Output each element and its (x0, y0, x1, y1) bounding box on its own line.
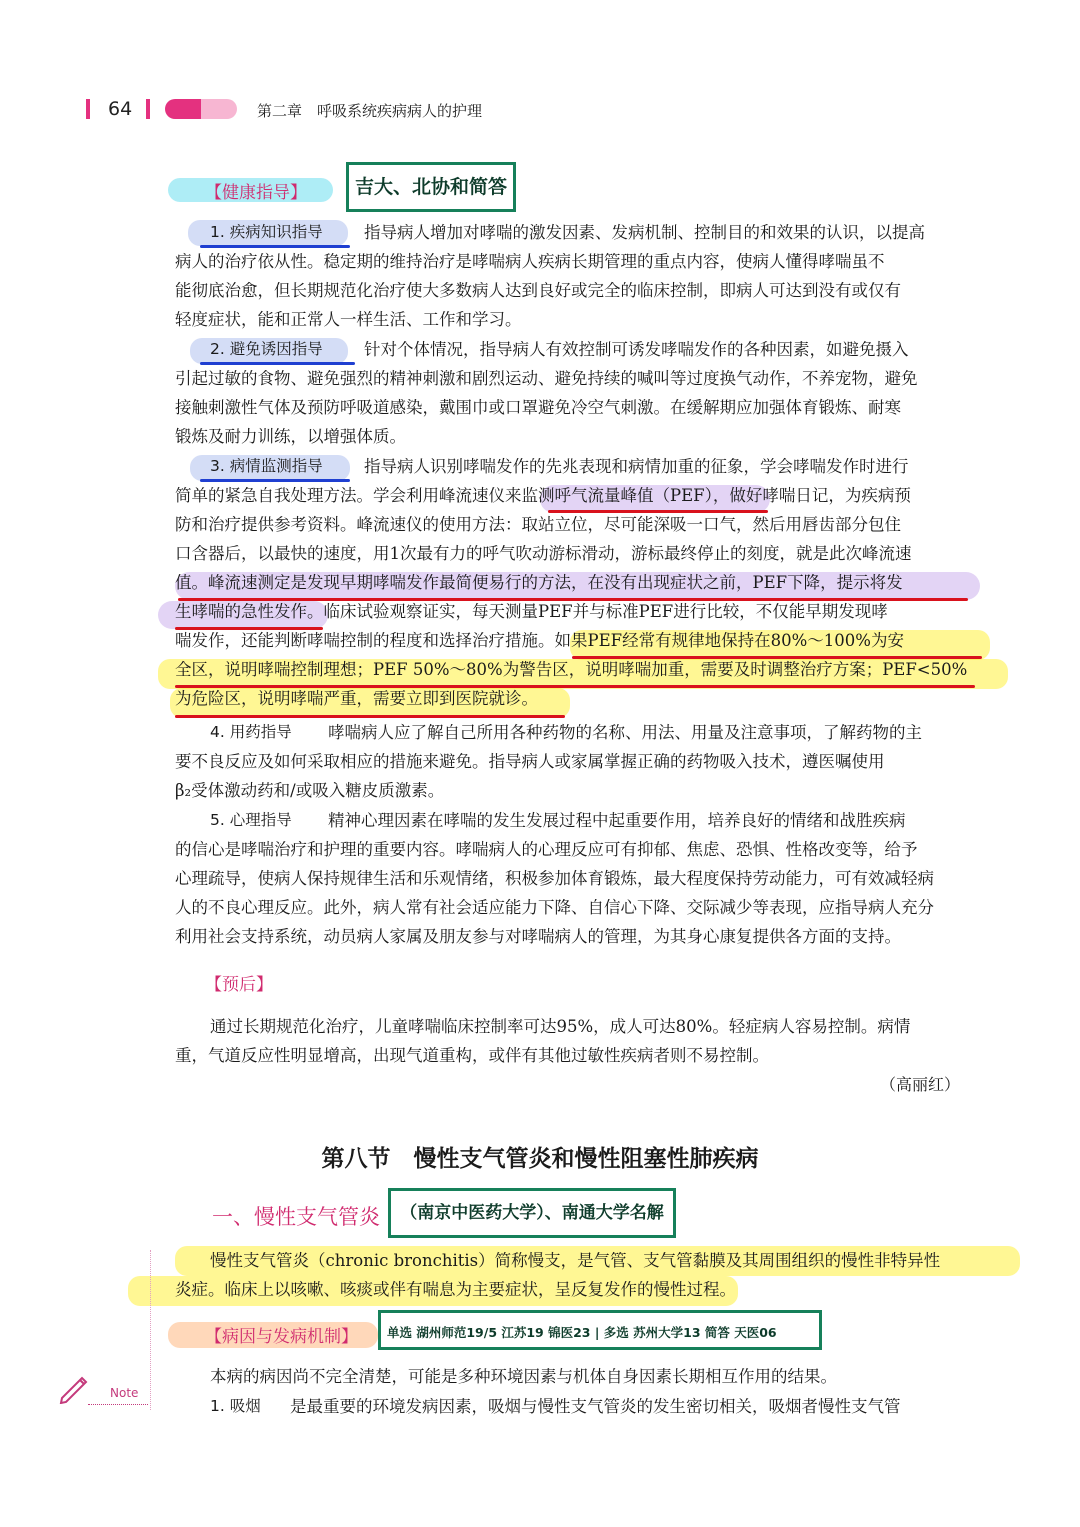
item4-label: 4. 用药指导 (210, 723, 292, 741)
item2-label: 2. 避免诱因指导 (210, 340, 323, 358)
item5-line1: 精神心理因素在哮喘的发生发展过程中起重要作用，培养良好的情绪和战胜疾病 (328, 811, 906, 830)
section-title: 第八节 慢性支气管炎和慢性阻塞性肺疾病 (321, 1146, 759, 1172)
pencil-icon (58, 1370, 92, 1404)
note-label: Note (110, 1386, 139, 1400)
item4-line2: 要不良反应及如何采取相应的措施来避免。指导病人或家属掌握正确的药物吸入技术，遵医嘱使用 (175, 752, 885, 771)
definition-line2: 炎症。临床上以咳嗽、咳痰或伴有喘息为主要症状，呈反复发作的慢性过程。 (175, 1280, 736, 1299)
handwritten-note-box-2: （南京中医药大学）、南通大学名解 (388, 1188, 676, 1238)
item1-line1: 指导病人增加对哮喘的激发因素、发病机制、控制目的和效果的认识，以提高 (364, 223, 925, 242)
author-signature: （高丽红） (879, 1075, 960, 1094)
item1-line2: 病人的治疗依从性。稳定期的维持治疗是哮喘病人疾病长期管理的重点内容，使病人懂得哮喘虽不 (175, 252, 885, 271)
etiology-heading: 【病因与发病机制】 (205, 1327, 358, 1347)
item3-line9: 为危险区，说明哮喘严重，需要立即到医院就诊。 (175, 689, 538, 708)
item1-line4: 轻度症状，能和正常人一样生活、工作和学习。 (175, 310, 522, 329)
health-guidance-heading: 【健康指导】 (205, 183, 307, 203)
smoking-label: 1. 吸烟 (210, 1397, 261, 1415)
item2-line1: 针对个体情况，指导病人有效控制可诱发哮喘发作的各种因素，如避免摄入 (364, 340, 909, 359)
item3-line2: 简单的紧急自我处理方法。学会利用峰流速仪来监测呼气流量峰值（PEF），做好哮喘日记，为疾病预 (175, 486, 911, 505)
subsection-title: 一、慢性支气管炎 (212, 1205, 380, 1229)
item2-line4: 锻炼及耐力训练，以增强体质。 (175, 427, 406, 446)
item4-line3: β₂受体激动药和/或吸入糖皮质激素。 (175, 781, 445, 800)
note-dotted-line (88, 1404, 148, 1405)
item5-line2: 的信心是哮喘治疗和护理的重要内容。哮喘病人的心理反应可有抑郁、焦虑、恐惧、性格改变等，给予 (175, 840, 918, 859)
smoking-text: 是最重要的环境发病因素，吸烟与慢性支气管炎的发生密切相关，吸烟者慢性支气管 (290, 1397, 901, 1416)
item5-line4: 人的不良心理反应。此外，病人常有社会适应能力下降、自信心下降、交际减少等表现，应指导病人充分 (175, 898, 934, 917)
prognosis-heading: 【预后】 (205, 975, 273, 995)
handwritten-note-box-3: 单选 湖州师范19/5 江苏19 锦医23 | 多选 苏州大学13 简答 天医06 (378, 1310, 822, 1350)
note-margin (58, 1370, 148, 1410)
page-number: 64 (108, 98, 133, 120)
prognosis-line2: 重，气道反应性明显增高，出现气道重构，或伴有其他过敏性疾病者则不易控制。 (175, 1046, 769, 1065)
item1-label: 1. 疾病知识指导 (210, 223, 323, 241)
margin-dotted-rule (150, 1250, 151, 1410)
item5-label: 5. 心理指导 (210, 811, 292, 829)
item1-line3: 能彻底治愈，但长期规范化治疗使大多数病人达到良好或完全的临床控制，即病人可达到没有或仅有 (175, 281, 901, 300)
item4-line1: 哮喘病人应了解自己所用各种药物的名称、用法、用量及注意事项，了解药物的主 (328, 723, 922, 742)
header-bar-left (86, 99, 90, 119)
header-decoration (165, 99, 237, 119)
item5-line5: 利用社会支持系统，动员病人家属及朋友参与对哮喘病人的管理，为其身心康复提供各方面的支持。 (175, 927, 901, 946)
handwritten-note-box: 吉大、北协和简答 (346, 162, 516, 212)
chapter-title: 第二章 呼吸系统疾病病人的护理 (257, 102, 483, 120)
etiology-line1: 本病的病因尚不完全清楚，可能是多种环境因素与机体自身因素长期相互作用的结果。 (210, 1367, 837, 1386)
item3-line3: 防和治疗提供参考资料。峰流速仪的使用方法：取站立位，尽可能深吸一口气，然后用唇齿部分包住 (175, 515, 901, 534)
item3-line1: 指导病人识别哮喘发作的先兆表现和病情加重的征象，学会哮喘发作时进行 (364, 457, 909, 476)
item5-line3: 心理疏导，使病人保持规律生活和乐观情绪，积极参加体育锻炼，最大程度保持劳动能力，可有效减轻病 (175, 869, 934, 888)
item3-line8: 全区，说明哮喘控制理想；PEF 50%～80%为警告区，说明哮喘加重，需要及时调整治疗方案；PEF<50% (175, 660, 968, 679)
item3-line4: 口含器后，以最快的速度，用1次最有力的呼气吹动游标滑动，游标最终停止的刻度，就是此次峰流速 (175, 544, 912, 563)
prognosis-line1: 通过长期规范化治疗，儿童哮喘临床控制率可达95%，成人可达80%。轻症病人容易控制。病情 (210, 1017, 911, 1036)
item3-line5: 值。峰流速测定是发现早期哮喘发作最简便易行的方法，在没有出现症状之前，PEF下降，提示将发 (175, 573, 903, 592)
item3-label: 3. 病情监测指导 (210, 457, 323, 475)
definition-line1: 慢性支气管炎（chronic bronchitis）简称慢支，是气管、支气管黏膜及其周围组织的慢性非特异性 (210, 1251, 941, 1270)
item3-line7: 喘发作，还能判断哮喘控制的程度和选择治疗措施。如果PEF经常有规律地保持在80%～100%为安 (175, 631, 904, 650)
item3-line6: 生哮喘的急性发作。临床试验观察证实，每天测量PEF并与标准PEF进行比较，不仅能早期发现哮 (175, 602, 888, 621)
header-bar-right (146, 99, 150, 119)
item2-line3: 接触刺激性气体及预防呼吸道感染，戴围巾或口罩避免冷空气刺激。在缓解期应加强体育锻炼、耐寒 (175, 398, 901, 417)
item2-line2: 引起过敏的食物、避免强烈的精神刺激和剧烈运动、避免持续的喊叫等过度换气动作，不养宠物，避免 (175, 369, 918, 388)
